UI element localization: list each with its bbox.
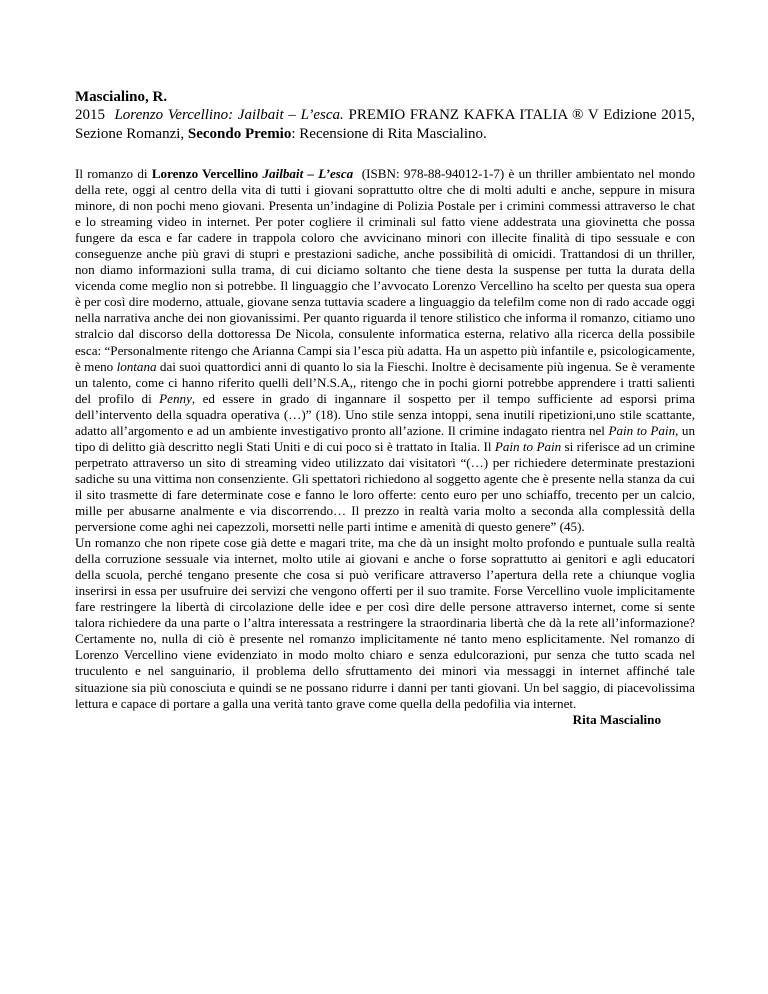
award-label: Secondo Premio <box>187 126 292 142</box>
italic-penny: Penny <box>159 390 192 406</box>
author-heading: Mascialino, R. <box>75 89 168 105</box>
signature: Rita Mascialino <box>572 711 661 727</box>
italic-pain-to-pain-1: Pain to Pain <box>608 422 676 438</box>
review-body <box>75 166 695 728</box>
book-title: Lorenzo Vercellino: Jailbait – L’esca. <box>114 107 344 123</box>
p1-text-2: dai suoi quattordici anni di quanto lo sia la Fieschi. Inoltre è decisamente più ingenua. Se è veramente un talento, come ci hanno riferito quelli dell’N.S.A,, ritengo che in pochi giorni potrebbe apprendere i tratti salienti del profilo di <box>75 358 695 406</box>
novel-title: Jailbait – L’esca <box>262 166 354 181</box>
citation-line <box>75 106 695 144</box>
citation-year: 2015 <box>75 107 105 123</box>
p1-text-4: , un tipo di delitto già descritto negli Stati Uniti e di cui poco si è trattato in Italia. Il <box>75 422 695 454</box>
p1-text-5: si riferisce ad un crimine perpetrato attraverso un sito di streaming video utilizzato dai visitatori “(…) per richiedere determinate prestazioni sadiche su una vittima non consenziente. Gli spettatori richiedono al soggetto agente che è presente nella stanza da cui il sito trasmette di fare determinate cose e fanno le loro offerte: cento euro per uno schiaffo, trecento per un calcio, mille per abusarne analmente e via discorrendo… Il prezzo in realtà varia molto a seconda alla complessità della perversione come aghi nei capezzoli, morsetti nelle parti intime e amenità di questo genere” (45). <box>75 438 695 535</box>
review-note: : Recensione di Rita Mascialino. <box>291 126 487 142</box>
paragraph-1 <box>75 166 695 535</box>
p1-text-3: , ed essere in grado di ingannare il sospetto per il tempo sufficiente ad esporsi prima dell’intervento della squadra operativa (…)” (18). Uno stile senza intoppi, sena inutili ripetizioni,uno stile scattante, adatto all’argomento e ad un ambiente investigativo pronto all’azione. Il crimine indagato rientra nel <box>75 390 695 438</box>
p1-text-1: (ISBN: 978-88-94012-1-7) è un thriller ambientato nel mondo della rete, oggi al centro della vita di tutti i giovani soprattutto oltre che di molti adulti e anche, seppure in misura minore, di non pochi meno giovani. Presenta un’indagine di Polizia Postale per i crimini commessi attraverso le chat e lo streaming video in internet. Per poter cogliere il criminali sul fatto viene addestrata una giovinetta che possa fungere da esca e far cadere in trappola coloro che avvicinano minori con illecite finalità di tipo sessuale e con conseguenze anche più gravi di stupri e prestazioni sadiche, anche possibilità di omicidi. Trattandosi di un thriller, non diamo informazioni sulla trama, di cui diciamo soltanto che tiene desta la suspense per tutta la durata della vicenda come meglio non si potrebbe. Il linguaggio che l’avvocato Lorenzo Vercellino ha scelto per questa sua opera è per così dire moderno, attuale, giovane senza tuttavia scadere a linguaggio da telefilm come non di rado accade oggi nella narrativa anche dei non giovanissimi. Per quanto riguarda il tenore stilistico che informa il romanzo, citiamo uno stralcio dal discorso della dottoressa De Nicola, consulente informatica esterna, relativo alla ricerca della possibile esca: “Personalmente ritengo che Arianna Campi sia l’esca più adatta. Ha un aspetto più infantile e, psicologicamente, è meno <box>75 166 695 374</box>
italic-pain-to-pain-2: Pain to Pain <box>494 438 562 454</box>
author-name-bold: Lorenzo Vercellino <box>151 166 259 181</box>
prize-name: PREMIO FRANZ KAFKA ITALIA ® V Edizione 2015, Sezione Romanzi, <box>75 107 695 142</box>
paragraph-2: Un romanzo che non ripete cose già dette e magari trite, ma che dà un insight molto profondo e puntuale sulla realtà della corruzione sessuale via internet, molto utile ai giovani e anche o forse soprattutto ai genitori e agli educatori della scuola, perché tengano presente che cosa si può verificare attraverso l’apertura della rete a chiunque voglia inserirsi in essa per usufruire dei servizi che vengono offerti per il suo tramite. Forse Vercellino vuole implicitamente fare restringere la libertà di circolazione delle idee e per così dire delle persone attraverso internet, come si sente talora richiedere da una parte o l’altra interessata a restringere la straordinaria libertà che dà la rete all’informazione? Certamente no, nulla di ciò è presente nel romanzo implicitamente né tanto meno esplicitamente. Nel romanzo di Lorenzo Vercellino viene evidenziato in modo molto chiaro e senza edulcorazioni, pur senza che tutto scada nel truculento e nel sanguinario, il problema dello sfruttamento dei minori via messaggi in internet affinché tale situazione sia più conosciuta e quindi se ne possano ridurre i danni per tanti giovani. Un bel saggio, di piacevolissima lettura e capace di portare a galla una verità tanto grave come quella della pedofilia via internet. <box>75 535 695 711</box>
p1-intro: Il romanzo di <box>75 166 148 181</box>
italic-lontana: lontana <box>116 358 157 374</box>
review-document <box>75 88 695 728</box>
